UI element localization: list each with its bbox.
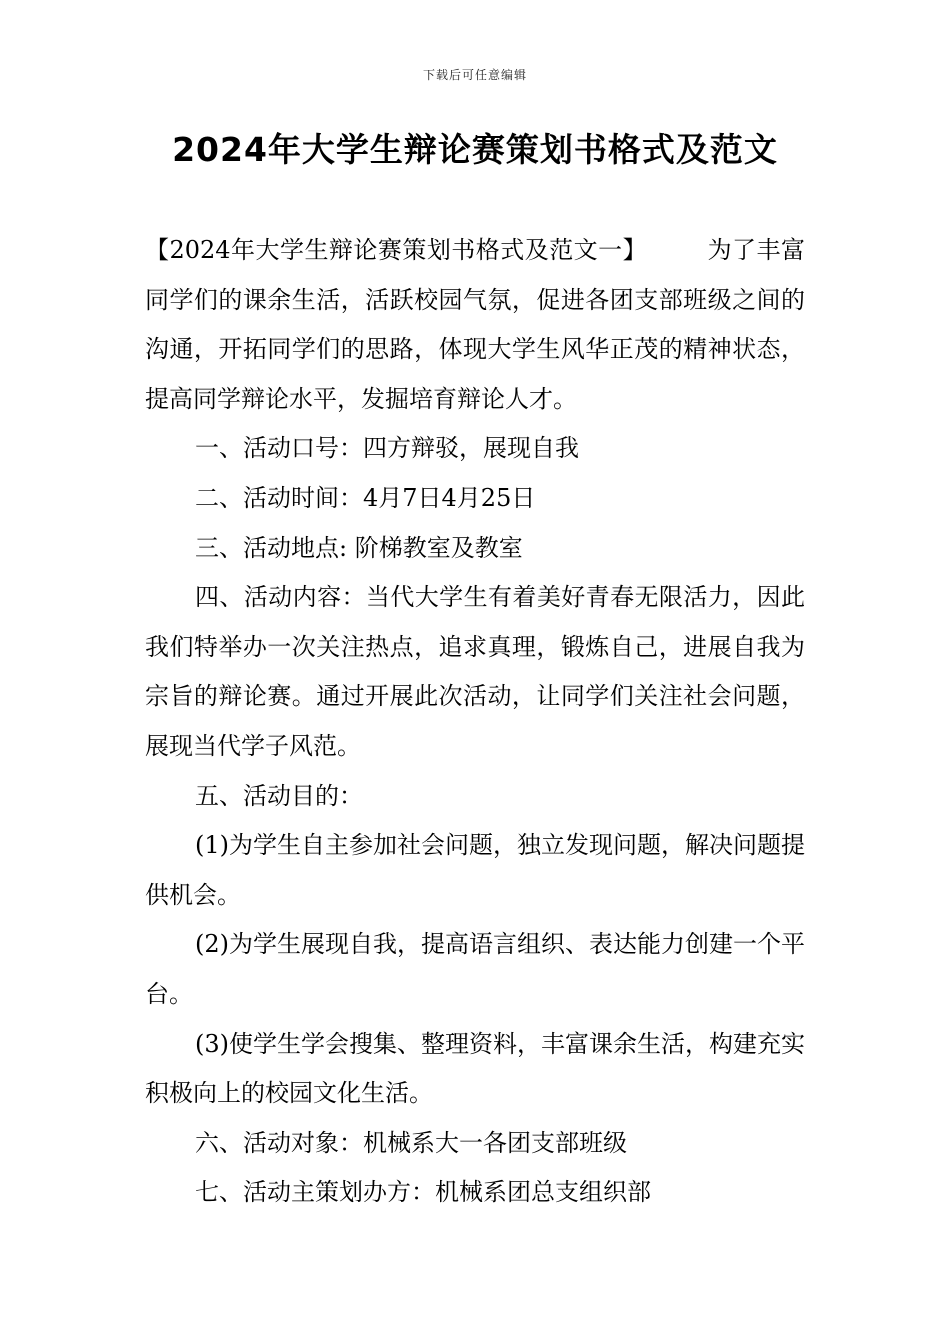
document-title: 2024年大学生辩论赛策划书格式及范文 xyxy=(172,130,778,169)
paragraph-organizer: 七、活动主策划办方：机械系团总支组织部 xyxy=(195,1178,651,1207)
paragraph-purpose-3: (3)使学生学会搜集、整理资料，丰富课余生活，构建充实积极向上的校园文化生活。 xyxy=(145,1029,805,1108)
document-body xyxy=(145,226,805,1218)
paragraph-purpose-1: (1)为学生自主参加社会问题，独立发现问题，解决问题提供机会。 xyxy=(145,831,805,909)
paragraph-slogan: 一、活动口号：四方辩驳，展现自我 xyxy=(195,434,579,463)
intro-text: 为了丰富同学们的课余生活，活跃校园气氛，促进各团支部班级之间的沟通，开拓同学们的思路，体现大学生风华正茂的精神状态，提高同学辩论水平，发掘培育辩论人才。 xyxy=(145,236,806,413)
intro-paragraph xyxy=(145,226,805,424)
paragraph-time: 二、活动时间：4月7日4月25日 xyxy=(195,483,536,512)
paragraph-purpose-2: (2)为学生展现自我，提高语言组织、表达能力创建一个平台。 xyxy=(145,930,805,1008)
paragraph-audience: 六、活动对象：机械系大一各团支部班级 xyxy=(195,1128,627,1157)
paragraph-location: 三、活动地点: 阶梯教室及教室 xyxy=(195,533,523,562)
paragraph-purpose-heading: 五、活动目的： xyxy=(195,781,363,810)
paragraph-content: 四、活动内容：当代大学生有着美好青春无限活力，因此我们特举办一次关注热点，追求真理，锻炼自己，进展自我为宗旨的辩论赛。通过开展此次活动，让同学们关注社会问题，展现当代学子风范。 xyxy=(145,583,805,760)
intro-heading: 【2024年大学生辩论赛策划书格式及范文一】 xyxy=(145,236,648,264)
header-note: 下载后可任意编辑 xyxy=(422,68,527,82)
